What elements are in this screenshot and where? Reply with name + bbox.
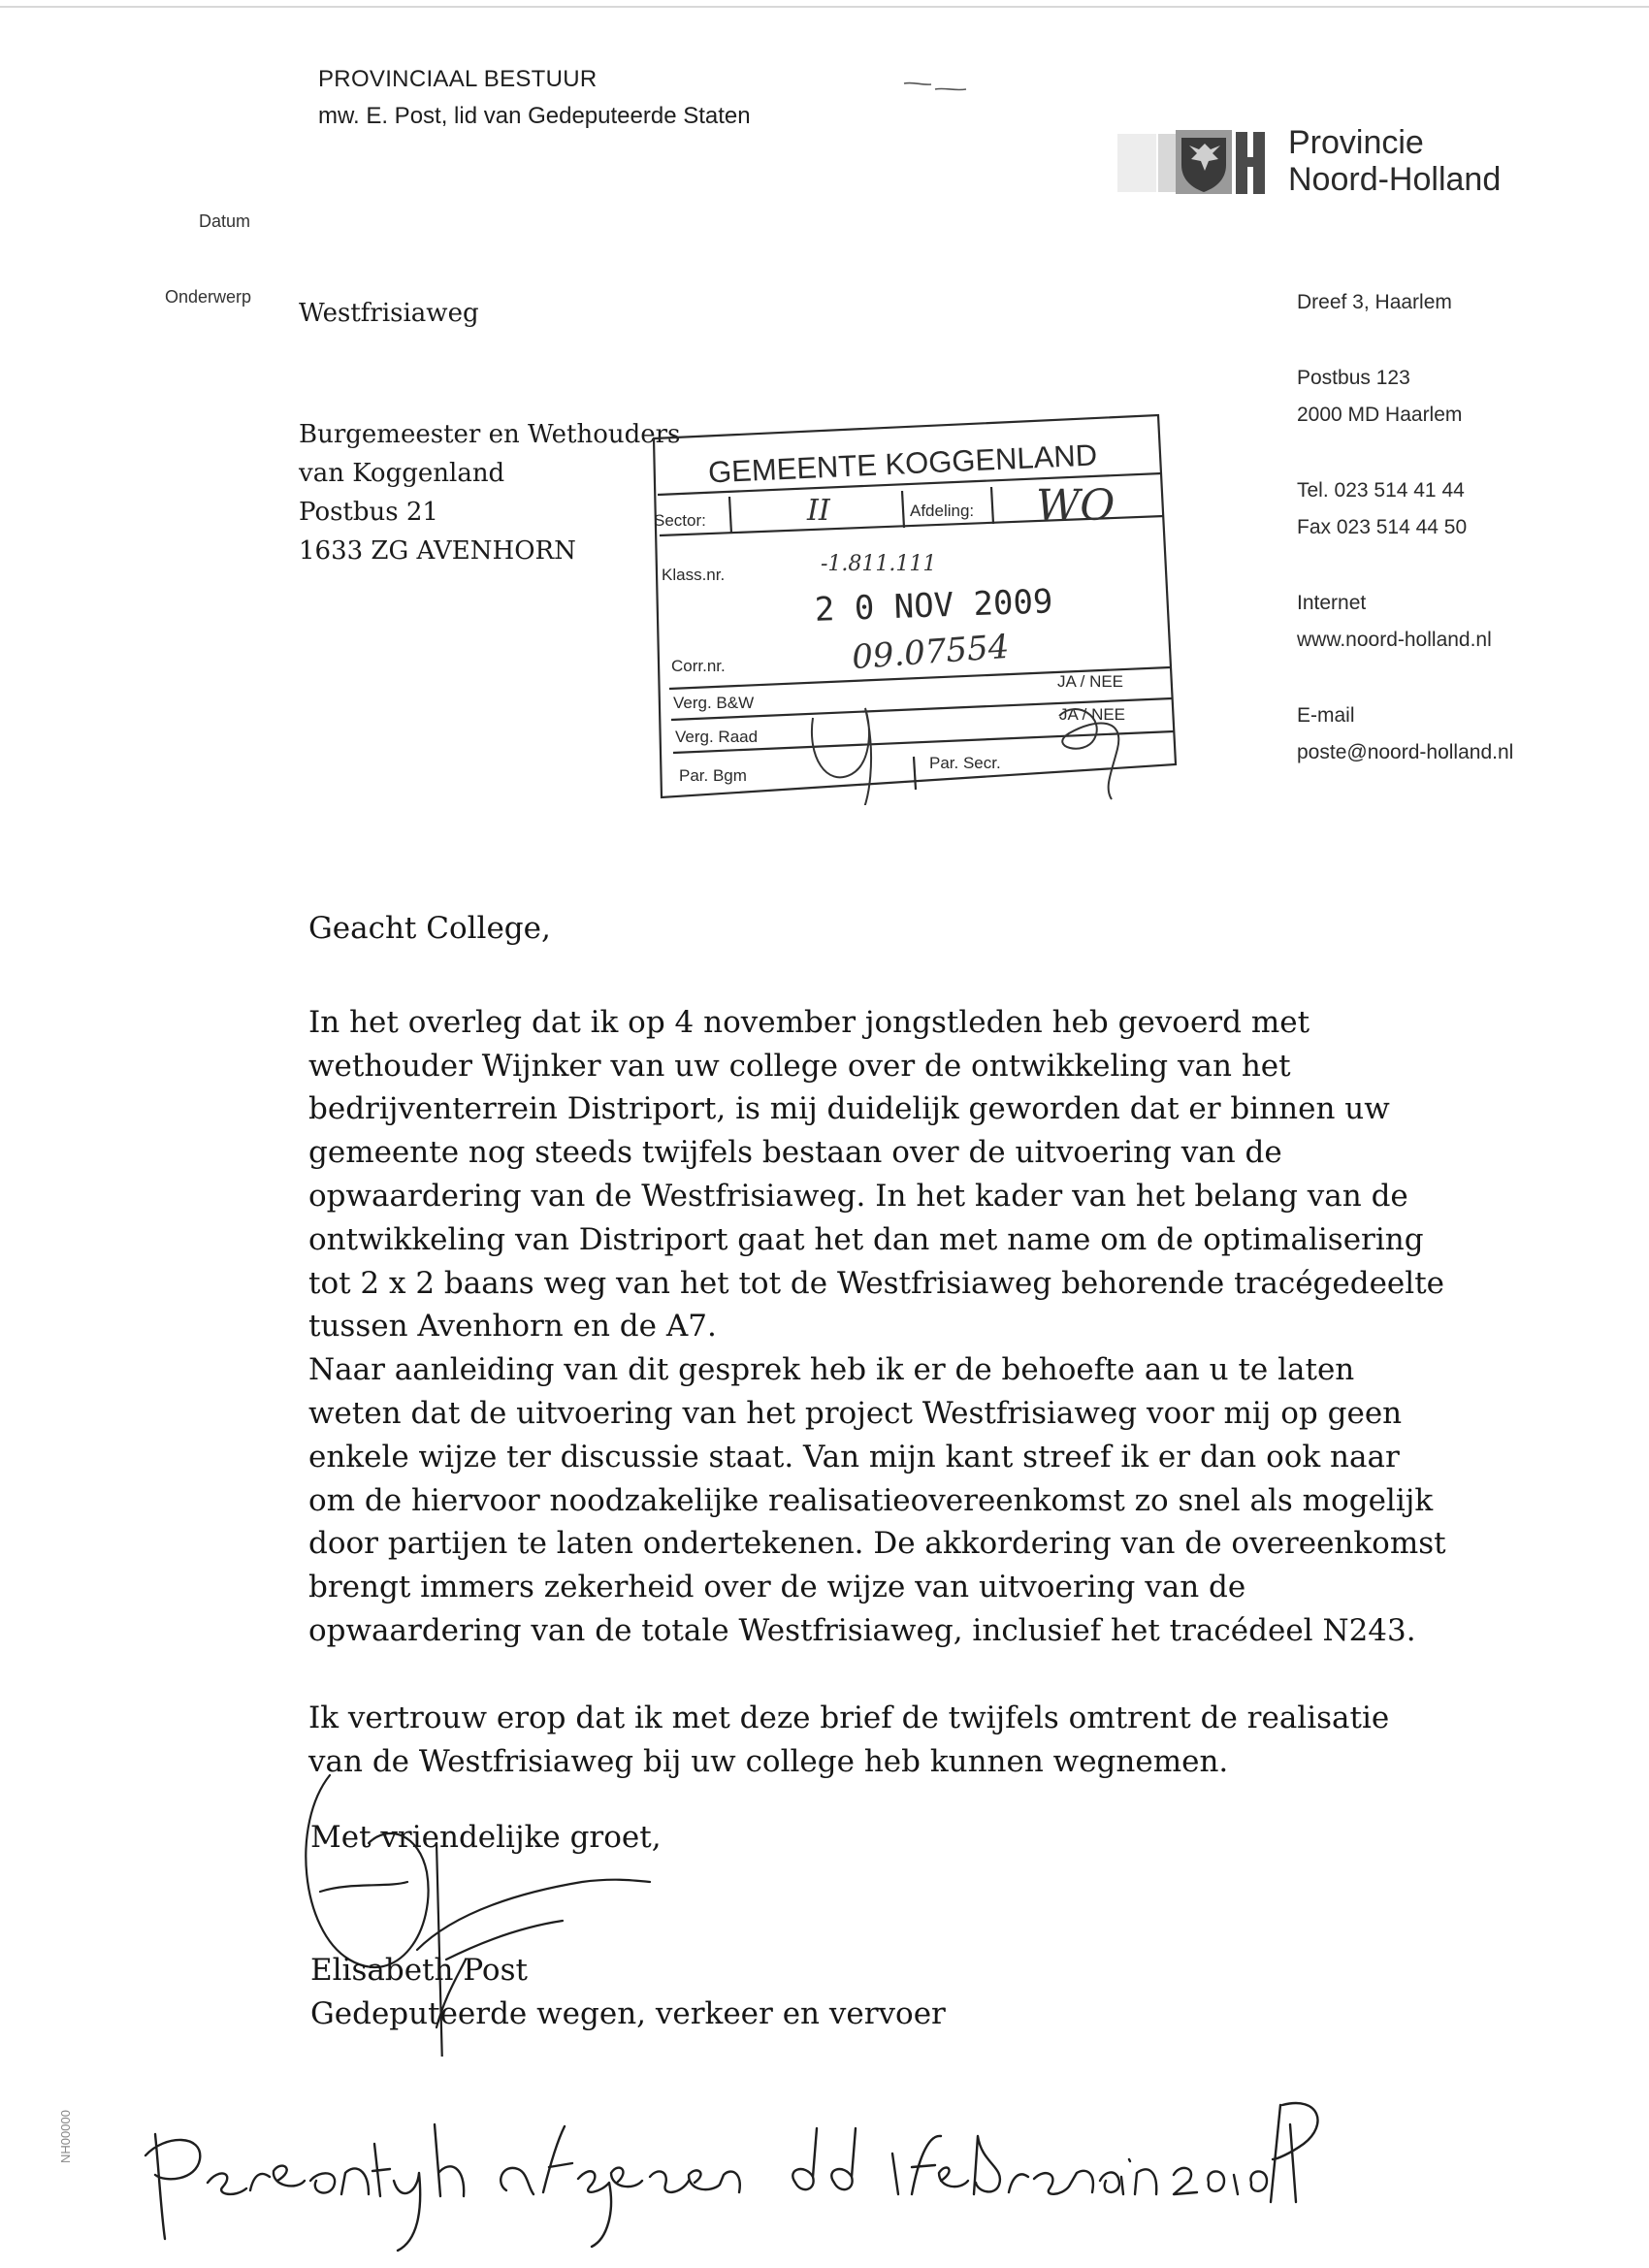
logo-line-1: Provincie (1288, 124, 1424, 161)
body-line: brengt immers zekerheid over de wijze van uitvoering van de (308, 1570, 1246, 1605)
body-line: In het overleg dat ik op 4 november jongstleden heb gevoerd met (308, 1004, 1310, 1040)
stamp-klass-label: Klass.nr. (662, 566, 726, 584)
body-line: opwaardering van de totale Westfrisiaweg, inclusief het tracédeel N243. (308, 1612, 1416, 1648)
contact-internet: www.noord-holland.nl (1297, 629, 1492, 651)
stamp-verg-bw-label: Verg. B&W (673, 694, 755, 712)
stamp-verg-raad-label: Verg. Raad (675, 728, 759, 746)
scan-top-edge (0, 6, 1649, 8)
body-line: weten dat de uitvoering van het project Westfrisiaweg voor mij op geen (308, 1395, 1403, 1431)
pen-scribble (902, 76, 970, 99)
sender-organisation: PROVINCIAAL BESTUUR (318, 66, 598, 92)
stamp-corr-value: 09.07554 (850, 627, 1011, 678)
body-line: Ik vertrouw erop dat ik met deze brief de twijfels omtrent de realisatie (308, 1700, 1390, 1735)
body-line: ontwikkeling van Distriport gaat het dan met name om de optimalisering (308, 1221, 1424, 1257)
recipient-address (299, 415, 680, 570)
signatory-role: Gedeputeerde wegen, verkeer en vervoer (310, 1996, 946, 2031)
body-line: gemeente nog steeds twijfels bestaan over de uitvoering van de (308, 1135, 1282, 1171)
contact-postcode: 2000 MD Haarlem (1297, 404, 1463, 426)
body-line: Naar aanleiding van dit gesprek heb ik er de behoefte aan u te laten (308, 1352, 1355, 1388)
salutation: Geacht College, (308, 911, 551, 946)
contact-street: Dreef 3, Haarlem (1297, 291, 1452, 313)
signatory-name: Elisabeth Post (310, 1953, 528, 1988)
body-line: wethouder Wijnker van uw college over de ontwikkeling van het (308, 1048, 1291, 1084)
logo-line-2: Noord-Holland (1288, 161, 1502, 198)
sender-person: mw. E. Post, lid van Gedeputeerde Staten (318, 103, 751, 129)
contact-email: poste@noord-holland.nl (1297, 741, 1514, 763)
stamp-ja-nee-2: JA / NEE (1059, 705, 1126, 724)
province-logo-text (1288, 124, 1501, 198)
stamp-title: GEMEENTE KOGGENLAND (707, 437, 1098, 490)
contact-internet-label: Internet (1297, 592, 1367, 614)
stamp-afdeling-label: Afdeling: (910, 502, 975, 520)
body-line: bedrijventerrein Distriport, is mij duidelijk geworden dat er binnen uw (308, 1091, 1390, 1127)
recipient-line: 1633 ZG AVENHORN (299, 536, 576, 566)
body-line: door partijen te laten ondertekenen. De akkordering van de overeenkomst (308, 1526, 1446, 1562)
recipient-line: Postbus 21 (299, 498, 438, 527)
contact-postbus: Postbus 123 (1297, 367, 1410, 389)
stamp-initial-mark (812, 708, 871, 805)
body-line: van de Westfrisiaweg bij uw college heb kunnen wegnemen. (308, 1743, 1229, 1779)
paragraph-1 (308, 1001, 1446, 1653)
body-line: opwaardering van de Westfrisiaweg. In het kader van het belang van de (308, 1178, 1408, 1214)
stamp-afdeling-value: WO (1036, 481, 1116, 531)
body-line: tot 2 x 2 baans weg van het tot de Westfrisiaweg behorende tracégedeelte (308, 1265, 1444, 1301)
stamp-corr-label: Corr.nr. (671, 657, 726, 675)
body-line: om de hiervoor noodzakelijke realisatieovereenkomst zo snel als mogelijk (308, 1482, 1434, 1518)
stamp-sector-value: II (807, 494, 830, 528)
contact-fax: Fax 023 514 44 50 (1297, 516, 1468, 538)
datum-label: Datum (199, 211, 251, 231)
subject-text: Westfrisiaweg (299, 299, 479, 328)
stamp-klass-value: -1.811.111 (821, 552, 937, 576)
body-line: enkele wijze ter discussie staat. Van mijn kant streef ik er dan ook naar (308, 1439, 1400, 1474)
recipient-line: Burgemeester en Wethouders (299, 420, 681, 449)
onderwerp-label: Onderwerp (165, 287, 252, 307)
contact-email-label: E-mail (1297, 704, 1355, 727)
stamp-par-bgm-label: Par. Bgm (679, 766, 747, 785)
body-line: tussen Avenhorn en de A7. (308, 1309, 717, 1345)
stamp-par-secr-label: Par. Secr. (929, 754, 1001, 772)
stamp-sector-label: Sector: (654, 511, 706, 530)
contact-tel: Tel. 023 514 41 44 (1297, 479, 1465, 502)
recipient-line: van Koggenland (299, 459, 505, 488)
stamp-ja-nee-1: JA / NEE (1057, 672, 1124, 691)
handwritten-delivery-note (126, 2066, 1319, 2260)
coat-of-arms-icon (1117, 128, 1271, 196)
side-document-code: NH00000 (58, 2110, 73, 2163)
stamp-date: 2 0 NOV 2009 (814, 582, 1054, 630)
letter-body (308, 907, 1446, 1783)
closing-greeting: Met vriendelijke groet, (310, 1820, 662, 1855)
province-logo (1117, 124, 1564, 202)
reception-stamp (640, 407, 1183, 805)
